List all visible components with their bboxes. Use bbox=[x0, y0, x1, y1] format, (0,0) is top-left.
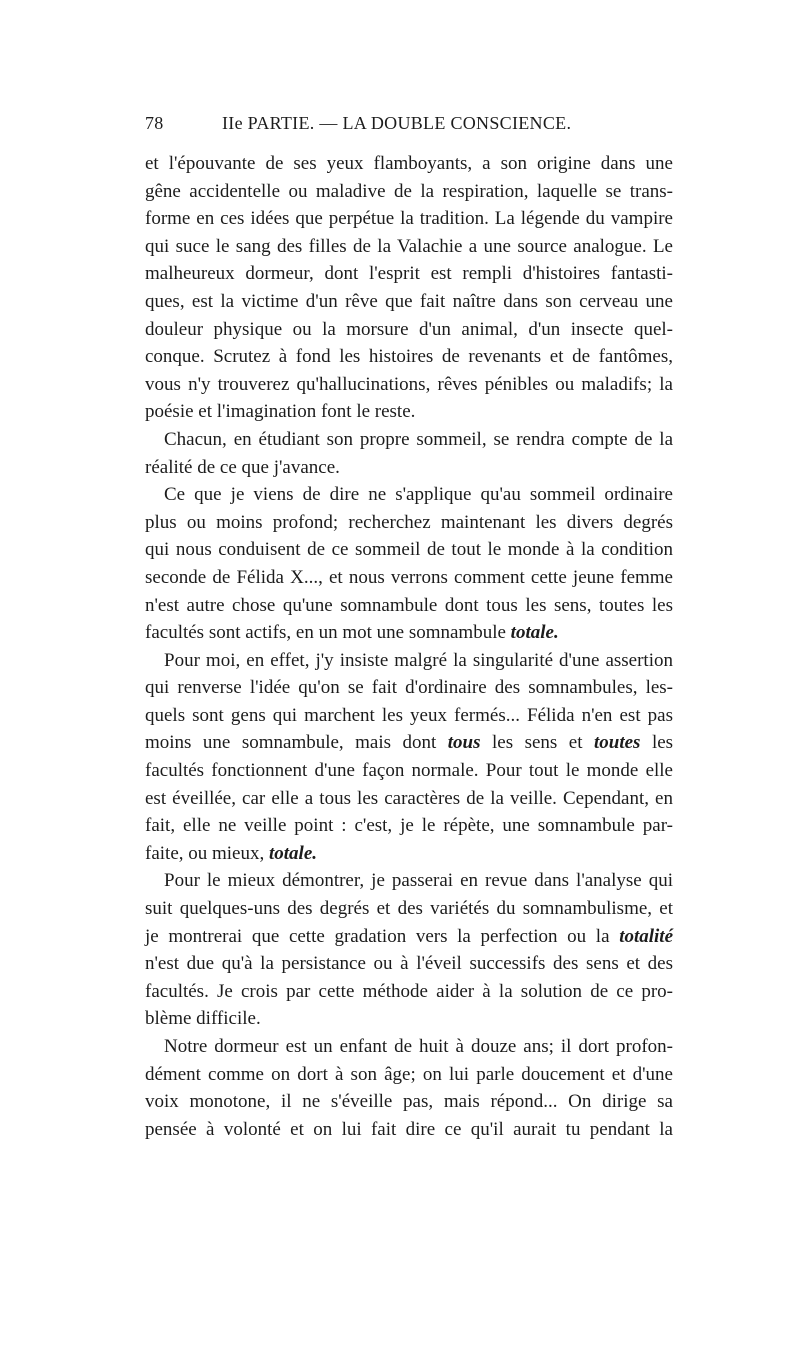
emphasis-totale: totale. bbox=[510, 622, 559, 644]
text-line: Pour moi, en effet, j'y insiste malgré la singularité d'une assertion bbox=[164, 649, 673, 671]
text-line: forme en ces idées que perpétue la tradition. La légende du vampire bbox=[145, 208, 673, 230]
text-segment: je montrerai que cette gradation vers la perfection ou la bbox=[145, 925, 610, 947]
text-segment: facultés sont actifs, en un mot une somnambule bbox=[145, 622, 506, 644]
text-line: qui renverse l'idée qu'on se fait d'ordinaire des somnambules, les- bbox=[145, 677, 673, 699]
text-line bbox=[145, 619, 673, 647]
body-text bbox=[145, 150, 673, 1143]
text-line: gêne accidentelle ou maladive de la respiration, laquelle se trans- bbox=[145, 180, 673, 202]
text-line: Notre dormeur est un enfant de huit à douze ans; il dort profon- bbox=[164, 1036, 673, 1057]
text-line: n'est autre chose qu'une somnambule dont tous les sens, toutes les bbox=[145, 594, 673, 616]
text-segment: les sens et bbox=[492, 732, 583, 754]
text-line: ques, est la victime d'un rêve que fait naître dans son cerveau une bbox=[145, 290, 673, 312]
text-line: et l'épouvante de ses yeux flamboyants, a son origine dans une bbox=[145, 153, 673, 174]
text-line: pensée à volonté et on lui fait dire ce qu'il aurait tu pendant la bbox=[145, 1118, 673, 1140]
text-line: qui nous conduisent de ce sommeil de tout le monde à la condition bbox=[145, 539, 673, 561]
emphasis-totalite: totalité bbox=[619, 925, 674, 947]
text-line: blème difficile. bbox=[145, 1008, 261, 1030]
emphasis-toutes: toutes bbox=[594, 732, 641, 754]
text-line bbox=[145, 840, 673, 868]
text-line: réalité de ce que j'avance. bbox=[145, 456, 340, 478]
text-line: conque. Scrutez à fond les histoires de revenants et de fantômes, bbox=[145, 346, 673, 368]
text-line: fait, elle ne veille point : c'est, je le répète, une somnambule par- bbox=[145, 815, 673, 837]
text-line: malheureux dormeur, dont l'esprit est rempli d'histoires fantasti- bbox=[145, 263, 673, 285]
text-line: Ce que je viens de dire ne s'applique qu'au sommeil ordinaire bbox=[164, 484, 673, 506]
text-line: douleur physique ou la morsure d'un animal, d'un insecte quel- bbox=[145, 318, 673, 340]
text-line: dément comme on dort à son âge; on lui parle doucement et d'une bbox=[145, 1063, 673, 1085]
text-line: vous n'y trouverez qu'hallucinations, rêves pénibles ou maladifs; la bbox=[145, 373, 673, 395]
text-line: est éveillée, car elle a tous les caractères de la veille. Cependant, en bbox=[145, 787, 673, 809]
emphasis-tous: tous bbox=[447, 732, 481, 754]
text-line: Pour le mieux démontrer, je passerai en revue dans l'analyse qui bbox=[164, 870, 673, 892]
text-line: facultés. Je crois par cette méthode aider à la solution de ce pro- bbox=[145, 980, 673, 1002]
text-segment: faite, ou mieux, bbox=[145, 842, 265, 864]
running-title: IIe PARTIE. — LA DOUBLE CONSCIENCE. bbox=[222, 113, 572, 133]
text-segment: les bbox=[651, 732, 674, 754]
text-segment: moins une somnambule, mais dont bbox=[145, 732, 437, 754]
text-line: n'est due qu'à la persistance ou à l'éveil successifs des sens et des bbox=[145, 953, 673, 975]
text-line: quels sont gens qui marchent les yeux fermés... Félida n'en est pas bbox=[145, 704, 673, 726]
text-line: facultés fonctionnent d'une façon normale. Pour tout le monde elle bbox=[145, 760, 673, 782]
text-line: qui suce le sang des filles de la Valachie a une source analogue. Le bbox=[145, 235, 673, 257]
text-line: seconde de Félida X..., et nous verrons comment cette jeune femme bbox=[145, 566, 673, 588]
emphasis-totale: totale. bbox=[269, 842, 318, 864]
text-line bbox=[145, 923, 673, 951]
text-line bbox=[145, 729, 673, 757]
page-header bbox=[145, 113, 673, 143]
page-number: 78 bbox=[145, 113, 164, 133]
text-line: suit quelques-uns des degrés et des variétés du somnambulisme, et bbox=[145, 898, 673, 920]
text-line: poésie et l'imagination font le reste. bbox=[145, 401, 416, 423]
text-line: Chacun, en étudiant son propre sommeil, se rendra compte de la bbox=[164, 428, 673, 450]
text-line: plus ou moins profond; recherchez maintenant les divers degrés bbox=[145, 511, 673, 533]
text-line: voix monotone, il ne s'éveille pas, mais répond... On dirige sa bbox=[145, 1091, 673, 1113]
